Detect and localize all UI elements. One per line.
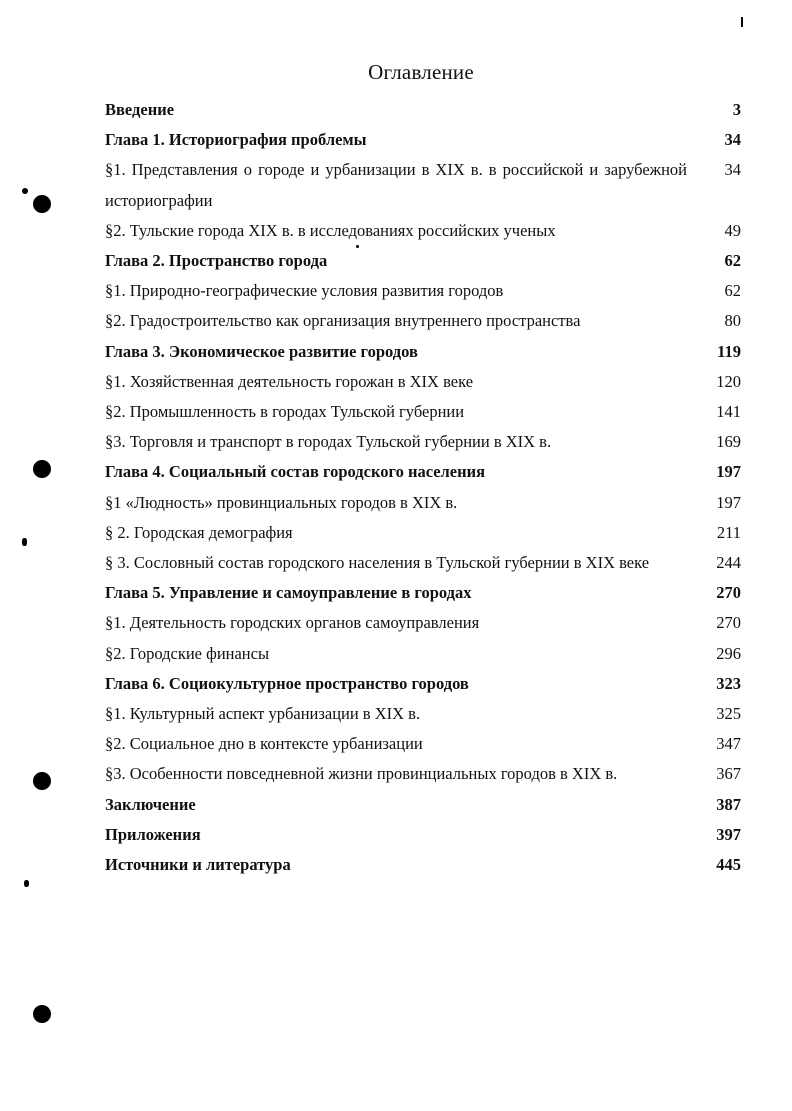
toc-entry-label: Глава 1. Историография проблемы (105, 130, 367, 150)
toc-entry-label: §3. Торговля и транспорт в городах Тульской губернии в XIX в. (105, 432, 552, 452)
toc-entry-section (105, 608, 741, 638)
toc-entry-sources (105, 850, 741, 880)
toc-entry-label: §3. Особенности повседневной жизни провинциальных городов в XIX в. (105, 764, 618, 784)
toc-entry-page: 397 (716, 824, 741, 844)
toc-entry-page: 244 (716, 553, 741, 573)
toc-entry-page: 62 (724, 251, 741, 271)
toc-entry-section (105, 216, 741, 246)
table-of-contents (105, 95, 741, 880)
toc-entry-page: 323 (716, 673, 741, 693)
toc-entry-page: 325 (716, 704, 741, 724)
toc-entry-label: §1 «Людность» провинциальных городов в XIX в. (105, 492, 458, 512)
page-title: Оглавление (368, 60, 474, 84)
toc-entry-label: §1. Деятельность городских органов самоуправления (105, 613, 480, 633)
toc-entry-page: 34 (724, 160, 741, 180)
toc-entry-page: 169 (716, 432, 741, 452)
punch-hole-mark (33, 1005, 51, 1023)
toc-entry-page: 141 (716, 402, 741, 422)
toc-entry-page: 119 (717, 341, 741, 361)
toc-entry-page: 49 (724, 220, 741, 240)
toc-entry-section (105, 488, 741, 518)
toc-entry-section (105, 518, 741, 548)
toc-entry-page: 197 (716, 492, 741, 512)
toc-entry-page: 387 (716, 794, 741, 814)
toc-entry-page: 3 (732, 100, 741, 119)
toc-entry-page: 120 (716, 371, 741, 391)
toc-entry-label: Источники и литература (105, 855, 291, 875)
toc-entry-label: §1. Природно-географические условия развития городов (105, 281, 504, 301)
toc-entry-page: 270 (716, 613, 741, 633)
toc-entry-page: 197 (716, 462, 741, 482)
toc-entry-chapter-6 (105, 669, 741, 699)
toc-entry-chapter-5 (105, 578, 741, 608)
toc-entry-label: § 2. Городская демография (105, 522, 293, 542)
toc-entry-page: 211 (716, 522, 741, 542)
toc-entry-label: §2. Городские финансы (105, 643, 270, 663)
toc-entry-page: 367 (716, 764, 741, 784)
scan-speck (24, 880, 29, 887)
toc-entry-label: §1. Представления о городе и урбанизации в XIX в. в российской и зарубежной историографии (105, 160, 687, 210)
toc-entry-label: Глава 6. Социокультурное пространство городов (105, 673, 469, 693)
punch-hole-mark (33, 460, 51, 478)
scan-speck (356, 245, 359, 248)
toc-entry-label: §2. Социальное дно в контексте урбанизации (105, 734, 423, 754)
toc-entry-introduction (105, 95, 741, 125)
toc-entry-label: Введение (105, 100, 175, 119)
toc-entry-page: 34 (724, 130, 741, 150)
toc-entry-chapter-1 (105, 125, 741, 155)
toc-entry-page: 296 (716, 643, 741, 663)
toc-entry-label: § 3. Сословный состав городского населения в Тульской губернии в XIX веке (105, 553, 650, 573)
punch-hole-mark (33, 195, 51, 213)
toc-entry-section (105, 155, 741, 215)
scan-speck (741, 17, 743, 27)
toc-entry-section (105, 548, 741, 578)
toc-entry-appendices (105, 820, 741, 850)
toc-entry-label: §2. Градостроительство как организация внутреннего пространства (105, 311, 581, 331)
toc-entry-label: Глава 3. Экономическое развитие городов (105, 341, 418, 361)
scan-speck (22, 188, 28, 194)
toc-entry-page: 270 (716, 583, 741, 603)
punch-hole-mark (33, 772, 51, 790)
toc-entry-section (105, 367, 741, 397)
toc-entry-chapter-3 (105, 337, 741, 367)
toc-entry-section (105, 276, 741, 306)
toc-entry-page: 347 (716, 734, 741, 754)
toc-entry-label: §1. Культурный аспект урбанизации в XIX в. (105, 704, 421, 724)
toc-entry-label: Глава 2. Пространство города (105, 251, 328, 271)
toc-entry-chapter-4 (105, 457, 741, 487)
toc-entry-section (105, 397, 741, 427)
toc-entry-label: Глава 4. Социальный состав городского населения (105, 462, 486, 482)
toc-entry-page: 80 (724, 311, 741, 331)
toc-entry-section (105, 699, 741, 729)
toc-entry-label: Заключение (105, 794, 196, 814)
toc-entry-section (105, 639, 741, 669)
toc-entry-section (105, 306, 741, 336)
toc-entry-label: Приложения (105, 824, 201, 844)
scan-speck (22, 538, 27, 546)
toc-entry-conclusion (105, 790, 741, 820)
toc-entry-label: §1. Хозяйственная деятельность горожан в XIX веке (105, 371, 474, 391)
toc-entry-label: §2. Промышленность в городах Тульской губернии (105, 402, 465, 422)
toc-entry-section (105, 427, 741, 457)
toc-entry-label: §2. Тульские города XIX в. в исследованиях российских ученых (105, 220, 556, 240)
toc-entry-section (105, 759, 741, 789)
toc-entry-chapter-2 (105, 246, 741, 276)
toc-entry-page: 62 (724, 281, 741, 301)
toc-entry-section (105, 729, 741, 759)
toc-entry-label: Глава 5. Управление и самоуправление в городах (105, 583, 472, 603)
toc-entry-page: 445 (716, 855, 741, 875)
